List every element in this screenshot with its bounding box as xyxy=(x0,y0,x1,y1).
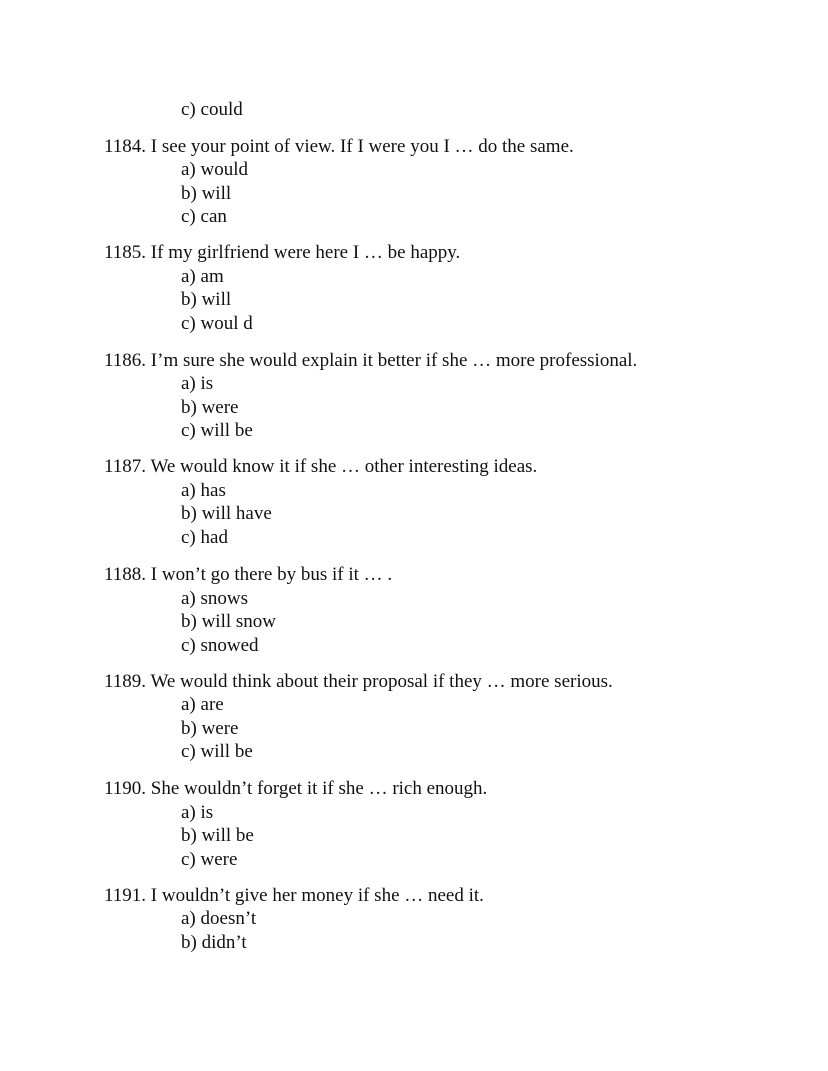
option-b: b) were xyxy=(181,397,239,418)
option-a: a) snows xyxy=(181,588,249,609)
question-text: 1191. I wouldn’t give her money if she … need it. xyxy=(104,885,484,906)
question-text: 1184. I see your point of view. If I were you I … do the same. xyxy=(104,136,574,157)
option-b: b) will be xyxy=(181,825,254,846)
option-c: c) woul d xyxy=(181,313,253,334)
option-b: b) didn’t xyxy=(181,932,247,953)
option-a: a) has xyxy=(181,480,226,501)
question-text: 1187. We would know it if she … other interesting ideas. xyxy=(104,456,538,477)
option-b: b) will xyxy=(181,289,232,310)
option-c: c) had xyxy=(181,527,228,548)
option-a: a) are xyxy=(181,694,224,715)
option-b: b) will xyxy=(181,183,232,204)
option-b: b) will have xyxy=(181,503,272,524)
question-text: 1189. We would think about their proposal if they … more serious. xyxy=(104,671,613,692)
option-a: a) would xyxy=(181,159,249,180)
option-a: a) doesn’t xyxy=(181,908,257,929)
option-c: c) can xyxy=(181,206,227,227)
option-b: b) will snow xyxy=(181,611,276,632)
option-c: c) could xyxy=(181,99,243,120)
question-text: 1185. If my girlfriend were here I … be happy. xyxy=(104,242,461,263)
option-a: a) is xyxy=(181,802,214,823)
option-c: c) were xyxy=(181,849,238,870)
option-b: b) were xyxy=(181,718,239,739)
option-c: c) snowed xyxy=(181,635,259,656)
question-text: 1186. I’m sure she would explain it better if she … more professional. xyxy=(104,350,638,371)
option-a: a) is xyxy=(181,373,214,394)
question-text: 1188. I won’t go there by bus if it … . xyxy=(104,564,393,585)
question-text: 1190. She wouldn’t forget it if she … rich enough. xyxy=(104,778,488,799)
option-c: c) will be xyxy=(181,741,253,762)
option-a: a) am xyxy=(181,266,224,287)
option-c: c) will be xyxy=(181,420,253,441)
